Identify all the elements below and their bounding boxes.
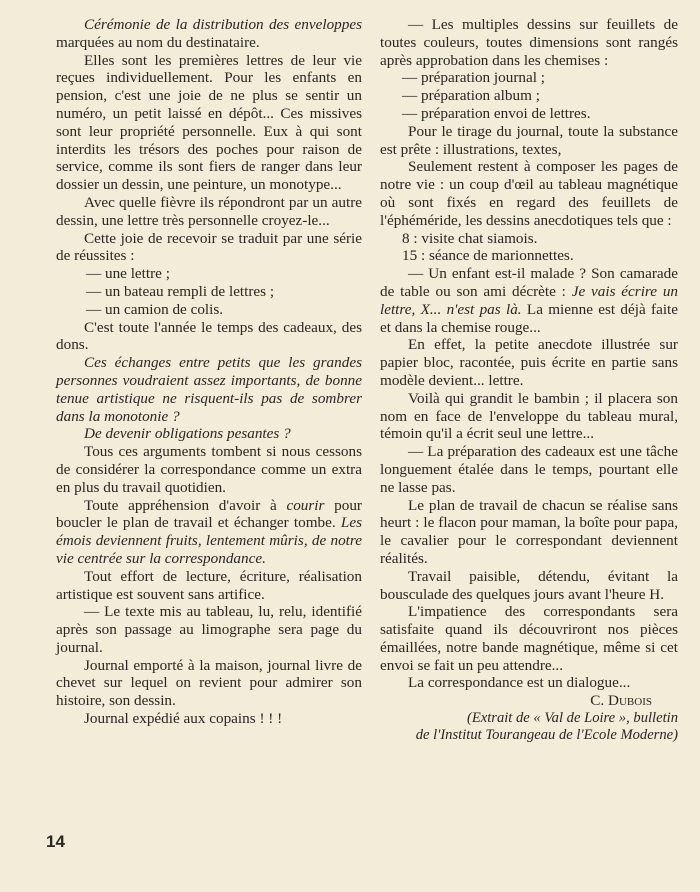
signature: C. Dubois <box>590 692 652 710</box>
italic-text: Les émois deviennent fruits, lentement mûris, de notre vie centrée sur la correspondance. <box>56 514 362 567</box>
paragraph: — Le texte mis au tableau, lu, relu, identifié après son passage au limographe sera page du journal. <box>56 603 362 656</box>
italic-text: courir <box>286 496 325 514</box>
paragraph: — La préparation des cadeaux est une tâche longuement étalée dans le temps, pourtant elle ne lasse pas. <box>380 443 678 496</box>
text: — Un enfant est-il malade ? Son camarade de table ou son ami décrète : <box>380 265 678 300</box>
source-line: de l'Institut Tourangeau de l'Ecole Moderne) <box>415 727 678 744</box>
paragraph: Seulement restent à composer les pages de notre vie : un coup d'œil au tableau magnétique où sont fixés en regard des feuillets de l'éphéméride, les dessins anecdotiques tels que : <box>380 158 678 229</box>
list-item: 8 : visite chat siamois. <box>402 229 538 247</box>
paragraph: Tous ces arguments tombent si nous cessons de considérer la correspondance comme un extra en plus du travail quotidien. <box>56 443 362 496</box>
paragraph <box>380 265 678 336</box>
list-item: — préparation envoi de lettres. <box>402 104 591 122</box>
paragraph: Pour le tirage du journal, toute la substance est prête : illustrations, textes, <box>380 122 678 158</box>
paragraph: Journal expédié aux copains ! ! ! <box>84 710 283 728</box>
page-number: 14 <box>46 832 65 851</box>
paragraph: La correspondance est un dialogue... <box>408 674 631 692</box>
paragraph: Elles sont les premières lettres de leur vie reçues individuellement. Pour les enfants en pension, c'est une joie de ne plus se sentir un numéro, un petit laissé en dépôt... Ces missives sont leur propriété personnelle. Eux à qui sont interdits les trésors des poches pour raison de service, comme ils sont fiers de ranger dans leur dossier un dessin, une peinture, un monotype... <box>56 51 362 194</box>
paragraph: En effet, la petite anecdote illustrée sur papier bloc, racontée, puis écrite en partie sans modèle devient... lettre. <box>380 336 678 389</box>
text: pour boucler le plan de travail et échanger tombe. <box>56 496 362 532</box>
list-item: 15 : séance de marionnettes. <box>402 247 574 265</box>
right-column <box>380 16 678 745</box>
list-item: — un camion de colis. <box>86 300 224 318</box>
list-item: — préparation album ; <box>402 87 540 105</box>
paragraph: Cette joie de recevoir se traduit par une série de réussites : <box>56 229 362 265</box>
text: La mienne est déjà faite et dans la chemise rouge... <box>380 300 679 336</box>
text: Toute appréhension d'avoir à <box>84 496 287 514</box>
list-item: — un bateau rempli de lettres ; <box>86 282 275 300</box>
text: marquées au nom du destinataire. <box>56 33 260 51</box>
paragraph: Voilà qui grandit le bambin ; il placera son nom en face de l'enveloppe du tableau mural, témoin qu'il a écrit seul une lettre... <box>380 389 678 443</box>
list-item: — une lettre ; <box>86 265 170 283</box>
left-column <box>56 16 362 728</box>
paragraph: Travail paisible, détendu, évitant la bousculade des quelques jours avant l'heure H. <box>380 567 678 603</box>
paragraph: Journal emporté à la maison, journal livre de chevet sur lequel on revient pour admirer son histoire, son dessin. <box>56 656 362 710</box>
paragraph: Avec quelle fièvre ils répondront par un autre dessin, une lettre très personnelle croyez-le... <box>56 193 362 229</box>
italic-text: Cérémonie de la distribution des enveloppes <box>84 16 362 33</box>
paragraph: C'est toute l'année le temps des cadeaux, des dons. <box>56 318 362 354</box>
paragraph <box>56 497 362 568</box>
paragraph <box>56 16 362 52</box>
italic-text: Je vais écrire un lettre, X... n'est pas là. <box>380 282 679 318</box>
paragraph: Le plan de travail de chacun se réalise sans heurt : le flacon pour maman, la boîte pour papa, le cavalier pour le correspondant deviennent réalités. <box>380 496 678 567</box>
paragraph: L'impatience des correspondants sera satisfaite quand ils découvriront nos pièces émaillées, notre bande magnétique, même si cet envoi se fait un peu attendre... <box>380 603 678 674</box>
source-line: (Extrait de « Val de Loire », bulletin <box>466 710 678 727</box>
list-item: — préparation journal ; <box>402 69 545 87</box>
italic-paragraph: Ces échanges entre petits que les grandes personnes voudraient assez importants, de bonne tenue artistique ne risquent-ils pas de sombrer dans la monotonie ? <box>56 354 362 425</box>
italic-paragraph: De devenir obligations pesantes ? <box>84 425 291 443</box>
paragraph: — Les multiples dessins sur feuillets de toutes couleurs, toutes dimensions sont rangés après approbation dans les chemises : <box>380 16 678 69</box>
paragraph: Tout effort de lecture, écriture, réalisation artistique est souvent sans artifice. <box>56 567 362 603</box>
